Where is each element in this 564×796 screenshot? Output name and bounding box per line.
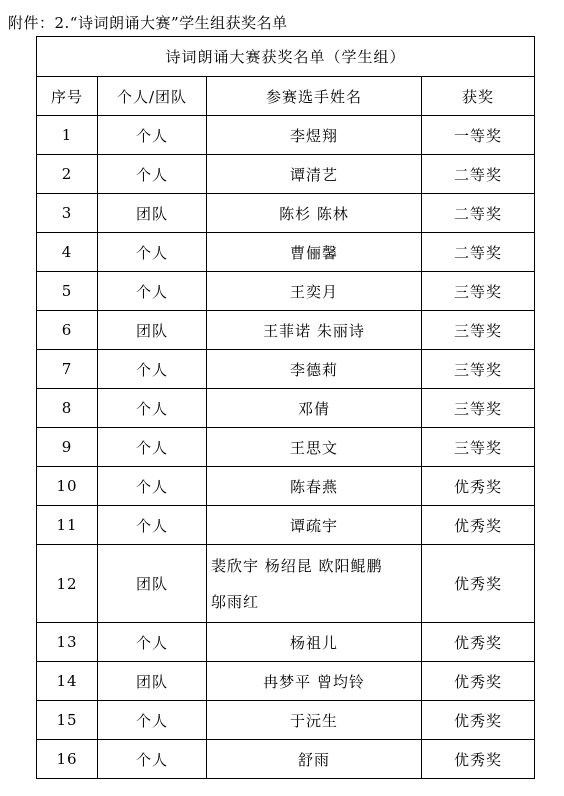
cell-type: 个人 <box>98 233 207 272</box>
cell-names: 李德莉 <box>207 350 422 389</box>
cell-names: 谭疏宇 <box>207 506 422 545</box>
table-row <box>37 194 535 233</box>
cell-award: 三等奖 <box>422 311 535 350</box>
cell-type: 个人 <box>98 701 207 740</box>
cell-names: 陈杉 陈林 <box>207 194 422 233</box>
table-row <box>37 233 535 272</box>
table-row <box>37 350 535 389</box>
table-row <box>37 506 535 545</box>
cell-names <box>207 545 422 623</box>
table-row <box>37 428 535 467</box>
cell-no: 13 <box>37 623 98 662</box>
table-row <box>37 311 535 350</box>
cell-type: 个人 <box>98 428 207 467</box>
cell-type: 个人 <box>98 506 207 545</box>
cell-no: 14 <box>37 662 98 701</box>
table-body <box>37 116 535 779</box>
cell-award: 优秀奖 <box>422 467 535 506</box>
table-title: 诗词朗诵大赛获奖名单（学生组） <box>37 37 535 77</box>
cell-names: 谭清艺 <box>207 155 422 194</box>
table-row <box>37 389 535 428</box>
cell-award: 二等奖 <box>422 233 535 272</box>
table-row <box>37 272 535 311</box>
cell-type: 团队 <box>98 545 207 623</box>
cell-award: 优秀奖 <box>422 701 535 740</box>
cell-award: 三等奖 <box>422 272 535 311</box>
header-type: 个人/团队 <box>98 77 207 116</box>
cell-no: 9 <box>37 428 98 467</box>
cell-type: 团队 <box>98 311 207 350</box>
cell-type: 个人 <box>98 350 207 389</box>
cell-award: 优秀奖 <box>422 662 535 701</box>
cell-award: 优秀奖 <box>422 545 535 623</box>
cell-names: 曹俪馨 <box>207 233 422 272</box>
cell-award: 一等奖 <box>422 116 535 155</box>
cell-no: 12 <box>37 545 98 623</box>
table-row <box>37 662 535 701</box>
table-row <box>37 116 535 155</box>
header-no: 序号 <box>37 77 98 116</box>
cell-no: 15 <box>37 701 98 740</box>
cell-award: 优秀奖 <box>422 506 535 545</box>
cell-award: 三等奖 <box>422 350 535 389</box>
cell-type: 个人 <box>98 467 207 506</box>
header-name: 参赛选手姓名 <box>207 77 422 116</box>
cell-no: 7 <box>37 350 98 389</box>
table-row <box>37 701 535 740</box>
cell-type: 团队 <box>98 194 207 233</box>
cell-names: 冉梦平 曾均铃 <box>207 662 422 701</box>
header-award: 获奖 <box>422 77 535 116</box>
cell-type: 个人 <box>98 740 207 779</box>
cell-type: 个人 <box>98 389 207 428</box>
cell-award: 二等奖 <box>422 194 535 233</box>
table-row <box>37 623 535 662</box>
cell-no: 6 <box>37 311 98 350</box>
cell-no: 16 <box>37 740 98 779</box>
cell-no: 4 <box>37 233 98 272</box>
cell-no: 11 <box>37 506 98 545</box>
name-line: 邬雨红 <box>211 592 260 611</box>
cell-no: 10 <box>37 467 98 506</box>
cell-no: 5 <box>37 272 98 311</box>
table-row <box>37 740 535 779</box>
cell-names: 王思文 <box>207 428 422 467</box>
cell-type: 个人 <box>98 116 207 155</box>
award-list-table <box>36 36 535 779</box>
cell-type: 个人 <box>98 623 207 662</box>
cell-type: 个人 <box>98 155 207 194</box>
cell-award: 三等奖 <box>422 389 535 428</box>
cell-award: 三等奖 <box>422 428 535 467</box>
cell-names: 王奕月 <box>207 272 422 311</box>
cell-names: 舒雨 <box>207 740 422 779</box>
cell-no: 1 <box>37 116 98 155</box>
table-title-row <box>37 37 535 77</box>
name-line: 裴欣宇 杨绍昆 欧阳鲲鹏 <box>211 556 383 575</box>
table-row <box>37 155 535 194</box>
cell-names: 于沅生 <box>207 701 422 740</box>
cell-names: 李煜翔 <box>207 116 422 155</box>
cell-names: 邓倩 <box>207 389 422 428</box>
table-row <box>37 467 535 506</box>
cell-names: 杨祖儿 <box>207 623 422 662</box>
cell-award: 优秀奖 <box>422 740 535 779</box>
cell-type: 个人 <box>98 272 207 311</box>
cell-no: 8 <box>37 389 98 428</box>
cell-award: 二等奖 <box>422 155 535 194</box>
cell-type: 团队 <box>98 662 207 701</box>
cell-no: 2 <box>37 155 98 194</box>
attachment-heading: 附件：2.“诗词朗诵大赛”学生组获奖名单 <box>8 14 288 32</box>
cell-award: 优秀奖 <box>422 623 535 662</box>
cell-names: 王菲诺 朱丽诗 <box>207 311 422 350</box>
table-row <box>37 545 535 623</box>
cell-names: 陈春燕 <box>207 467 422 506</box>
cell-no: 3 <box>37 194 98 233</box>
table-header-row <box>37 77 535 116</box>
